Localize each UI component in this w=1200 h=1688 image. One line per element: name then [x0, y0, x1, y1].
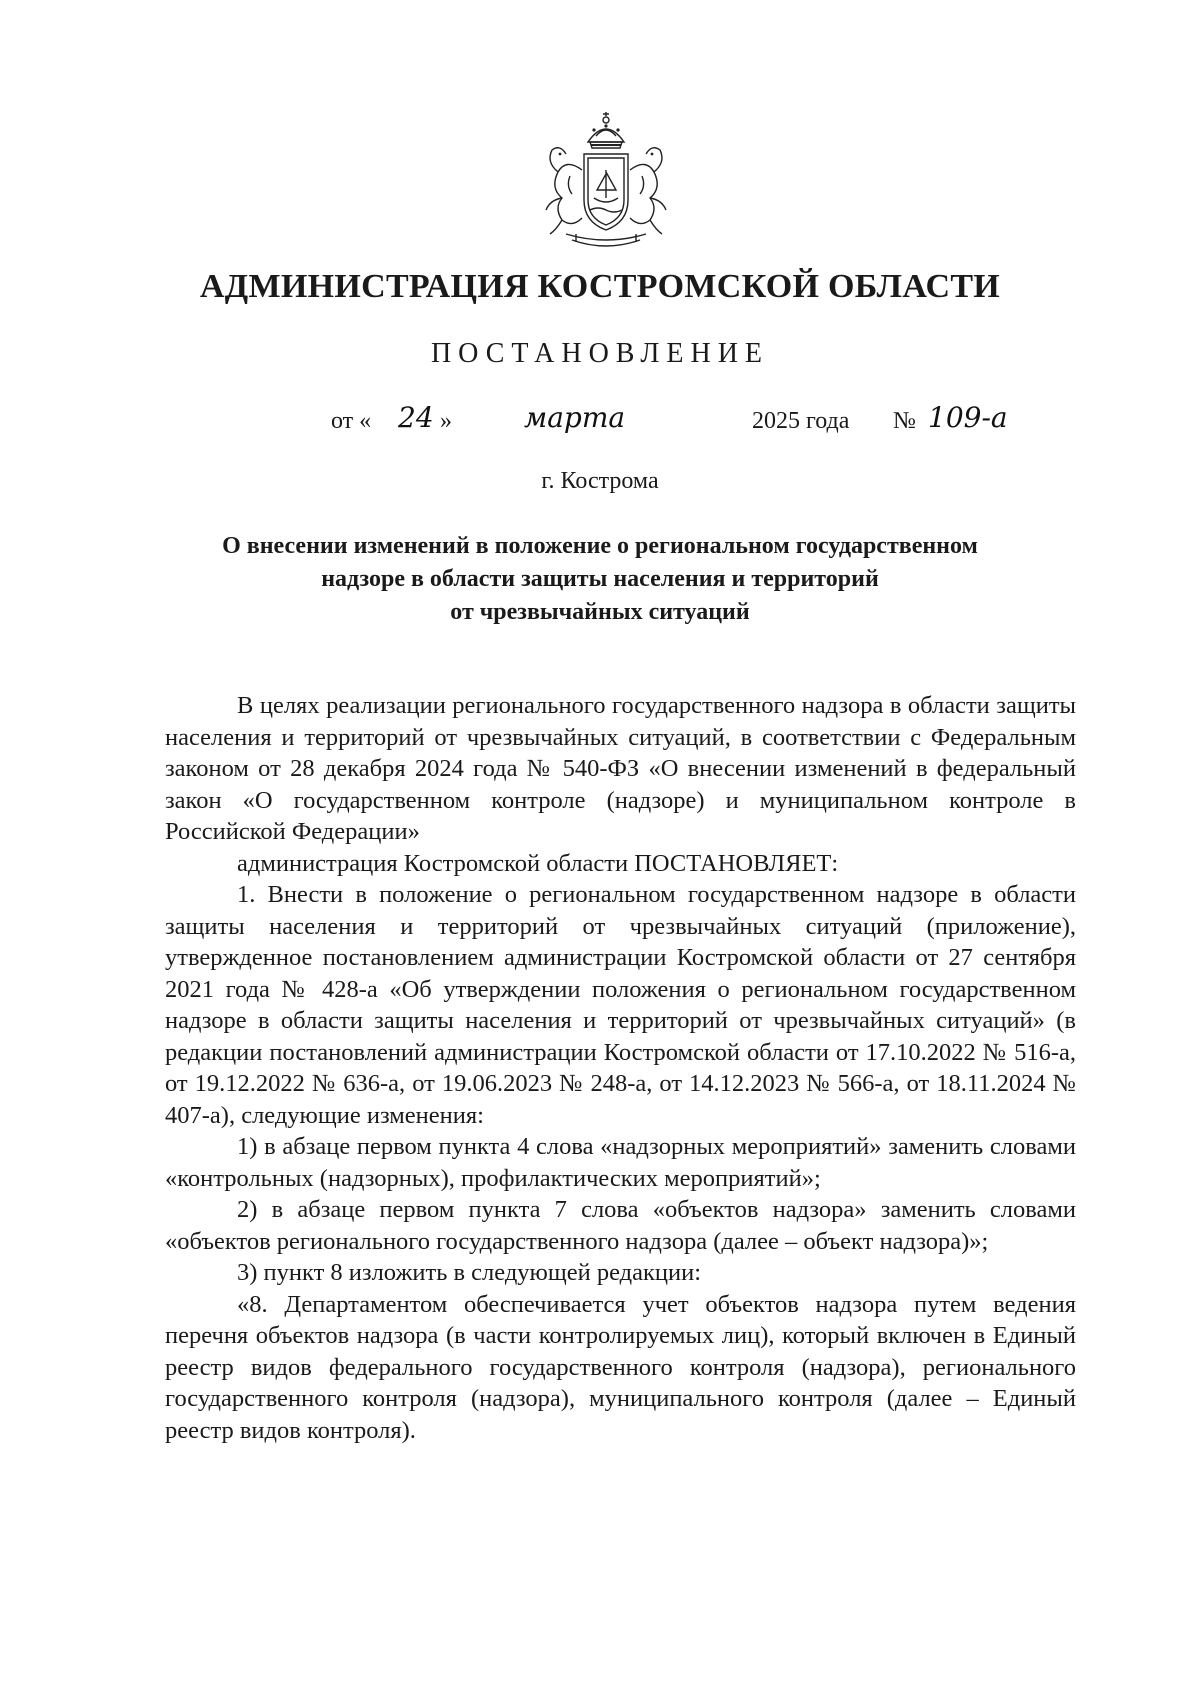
document-number: 109-а — [928, 401, 1008, 434]
body-paragraph: администрация Костромской области ПОСТАНОВЛЯЕТ: — [237, 849, 839, 877]
date-year: 2025 года — [752, 408, 850, 434]
city-line: г. Кострома — [541, 468, 659, 494]
date-line — [0, 398, 1200, 448]
date-month: марта — [524, 401, 626, 434]
number-label: № — [893, 408, 916, 434]
heading-line: от чрезвычайных ситуаций — [450, 599, 750, 625]
body-paragraph: 3) пункт 8 изложить в следующей редакции: — [237, 1259, 702, 1286]
date-day: 24 — [398, 401, 434, 434]
body-paragraph: «8. Департаментом обеспечивается учет объектов надзора путем ведения перечня объектов надзора (в части контролируемых лиц), который включен в Единый реестр видов федерального государственного контроля (надзора), регионального государственного контроля (надзора), муниципального контроля (далее – Единый реестр видов контроля). — [165, 1290, 1076, 1444]
document-body — [165, 690, 1076, 1446]
body-paragraph: 1) в абзаце первом пункта 4 слова «надзорных мероприятий» заменить словами «контрольных (надзорных), профилактических мероприятий»; — [165, 1133, 1076, 1192]
document-heading — [150, 530, 1050, 629]
date-day-close: » — [440, 408, 452, 434]
document-type: ПОСТАНОВЛЕНИЕ — [430, 338, 770, 369]
heading-line: надзоре в области защиты населения и территорий — [321, 566, 879, 592]
body-paragraph: В целях реализации регионального государственного надзора в области защиты населения и территорий от чрезвычайных ситуаций, в соответствии с Федеральным законом от 28 декабря 2024 года № 540-ФЗ «О внесении изменений в федеральный закон «О государственном контроле (надзоре) и муниципальном контроле в Российской Федерации» — [165, 692, 1076, 845]
organization-title: АДМИНИСТРАЦИЯ КОСТРОМСКОЙ ОБЛАСТИ — [199, 268, 1001, 305]
body-paragraph: 2) в абзаце первом пункта 7 слова «объектов надзора» заменить словами «объектов регионального государственного надзора (далее – объект надзора)»; — [165, 1196, 1076, 1255]
body-paragraph: 1. Внести в положение о региональном государственном надзоре в области защиты населения и территорий от чрезвычайных ситуаций (приложение), утвержденное постановлением администрации Костромской области от 27 сентября 2021 года № 428-а «Об утверждении положения о региональном государственном надзоре в области защиты населения и территорий от чрезвычайных ситуаций» (в редакции постановлений администрации Костромской области от 17.10.2022 № 516-а, от 19.12.2022 № 636-а, от 19.06.2023 № 248-а, от 14.12.2023 № 566-а, от 18.11.2024 № 407-а), следующие изменения: — [165, 881, 1076, 1129]
heading-line: О внесении изменений в положение о региональном государственном — [222, 533, 978, 559]
date-prefix: от « — [331, 408, 372, 434]
coat-of-arms-emblem — [536, 110, 676, 255]
